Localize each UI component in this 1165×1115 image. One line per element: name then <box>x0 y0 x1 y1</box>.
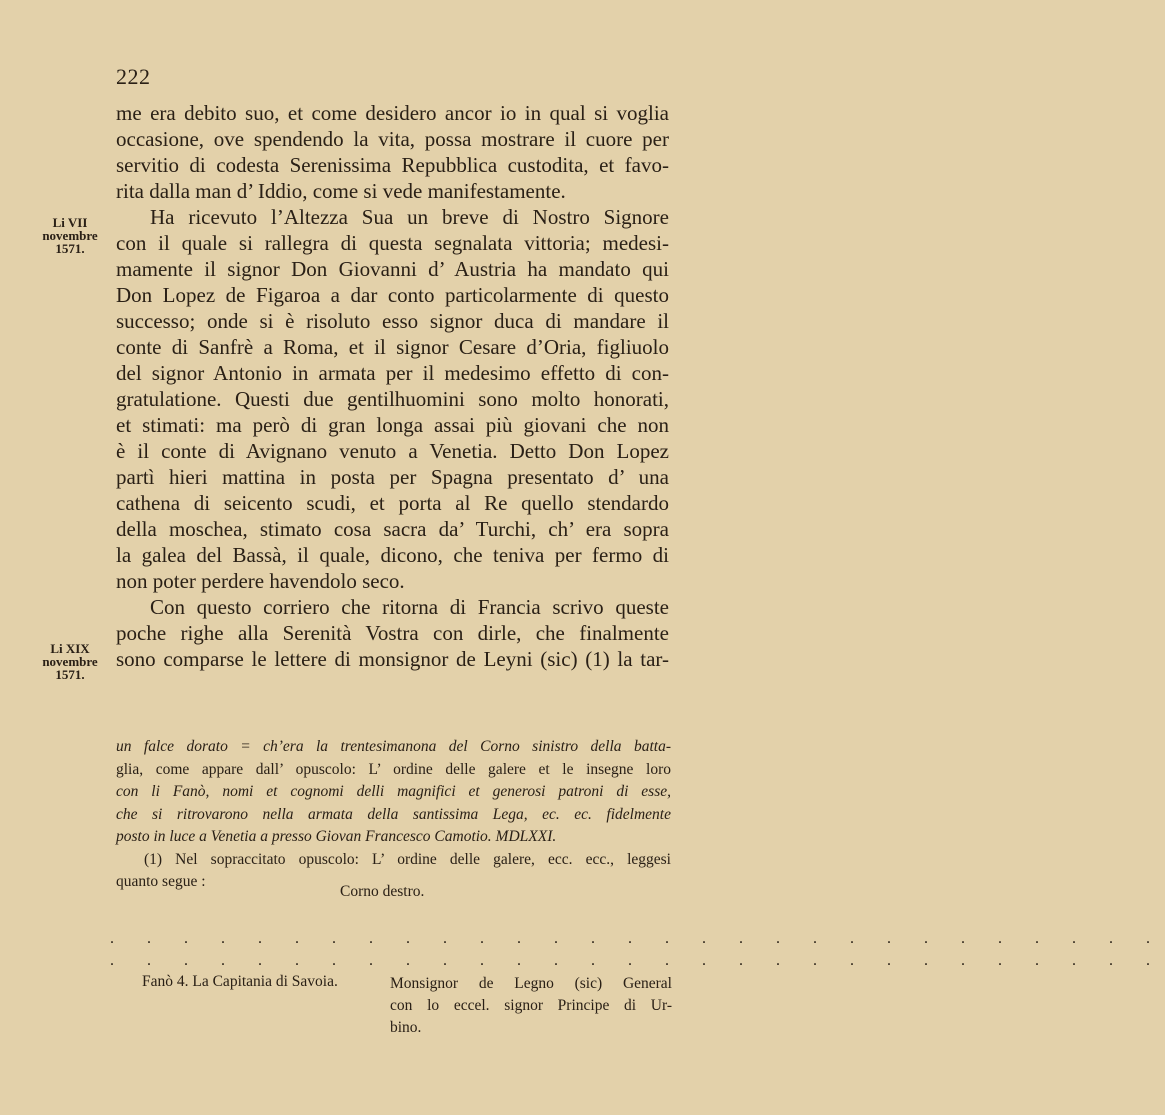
footnote-line: quanto segue : <box>116 873 206 890</box>
text-line: Ha ricevuto l’Altezza Sua un breve di Nostro Signore <box>150 205 669 229</box>
footnote-line: un falce dorato = ch’era la trentesimanona del Corno sinistro della batta- <box>116 738 671 755</box>
monsignor-line: Monsignor de Legno (sic) General <box>390 975 672 992</box>
text-line: del signor Antonio in armata per il medesimo effetto di con- <box>116 361 669 385</box>
text-line: partì hieri mattina in posta per Spagna presentato d’ una <box>116 465 669 489</box>
margin-note-month: novembre <box>42 228 98 243</box>
footnotes <box>116 736 671 894</box>
text-line: et stimati: ma però di gran longa assai più giovani che non <box>116 413 669 437</box>
text-line: rita dalla man d’ Iddio, come si vede manifestamente. <box>116 179 566 203</box>
monsignor-line: bino. <box>390 1019 422 1036</box>
main-text <box>116 100 669 672</box>
text-line: occasione, ove spendendo la vita, possa mostrare il cuore per <box>116 127 669 151</box>
text-line: è il conte di Avignano venuto a Venetia. Detto Don Lopez <box>116 439 669 463</box>
dot-leader: . . . . . . . . . . . . . . . . . . . . . . . . . . . . . <box>110 930 1165 947</box>
footnote-line: (1) Nel sopraccitato opuscolo: L’ ordine delle galere, ecc. ecc., leggesi <box>144 850 671 868</box>
margin-date-note <box>32 642 108 681</box>
text-line: mamente il signor Don Giovanni d’ Austria ha mandato qui <box>116 257 669 281</box>
text-line: Con questo corriero che ritorna di Francia scrivo queste <box>150 595 669 619</box>
margin-note-day: Li VII <box>52 215 88 230</box>
margin-date-note <box>32 216 108 255</box>
margin-note-year: 1571. <box>55 241 85 256</box>
text-line: conte di Sanfrè a Roma, et il signor Cesare d’Oria, figliuolo <box>116 335 669 359</box>
text-line: poche righe alla Serenità Vostra con dirle, che finalmente <box>116 621 669 645</box>
footnote-line: con li Fanò, nomi et cognomi delli magnifici et generosi patroni di esse, <box>116 783 671 800</box>
fano-entry: Fanò 4. La Capitania di Savoia. <box>142 973 338 990</box>
text-line: gratulatione. Questi due gentilhuomini sono molto honorati, <box>116 387 669 411</box>
text-line: sono comparse le lettere di monsignor de Leyni (sic) (1) la tar- <box>116 647 669 671</box>
text-line: non poter perdere havendolo seco. <box>116 569 405 593</box>
footnote-line: posto in luce a Venetia a presso Giovan Francesco Camotio. MDLXXI. <box>116 828 557 845</box>
margin-note-month: novembre <box>42 654 98 669</box>
text-line: servitio di codesta Serenissima Repubblica custodita, et favo- <box>116 153 669 177</box>
section-heading: Corno destro. <box>340 883 425 900</box>
text-line: cathena di seicento scudi, et porta al Re quello stendardo <box>116 491 669 515</box>
margin-note-year: 1571. <box>55 667 85 682</box>
text-line: con il quale si rallegra di questa segnalata vittoria; medesi- <box>116 231 669 255</box>
margin-note-day: Li XIX <box>50 641 90 656</box>
text-line: successo; onde si è risoluto esso signor duca di mandare il <box>116 309 669 333</box>
text-line: me era debito suo, et come desidero ancor io in qual si voglia <box>116 101 669 125</box>
monsignor-line: con lo eccel. signor Principe di Ur- <box>390 997 672 1014</box>
text-line: della moschea, stimato cosa sacra da’ Turchi, ch’ era sopra <box>116 517 669 541</box>
monsignor-entry <box>390 973 672 1039</box>
footnote-line: che si ritrovarono nella armata della santissima Lega, ec. ec. fidelmente <box>116 805 671 823</box>
dot-leader: . . . . . . . . . . . . . . . . . . . . . . . . . . . . . <box>110 952 1165 969</box>
text-line: Don Lopez de Figaroa a dar conto particolarmente di questo <box>116 283 669 307</box>
page-number: 222 <box>116 64 151 89</box>
footnote-line: glia, come appare dall’ opuscolo: L’ ordine delle galere et le insegne loro <box>116 760 671 778</box>
text-line: la galea del Bassà, il quale, dicono, che teniva per fermo di <box>116 543 669 567</box>
